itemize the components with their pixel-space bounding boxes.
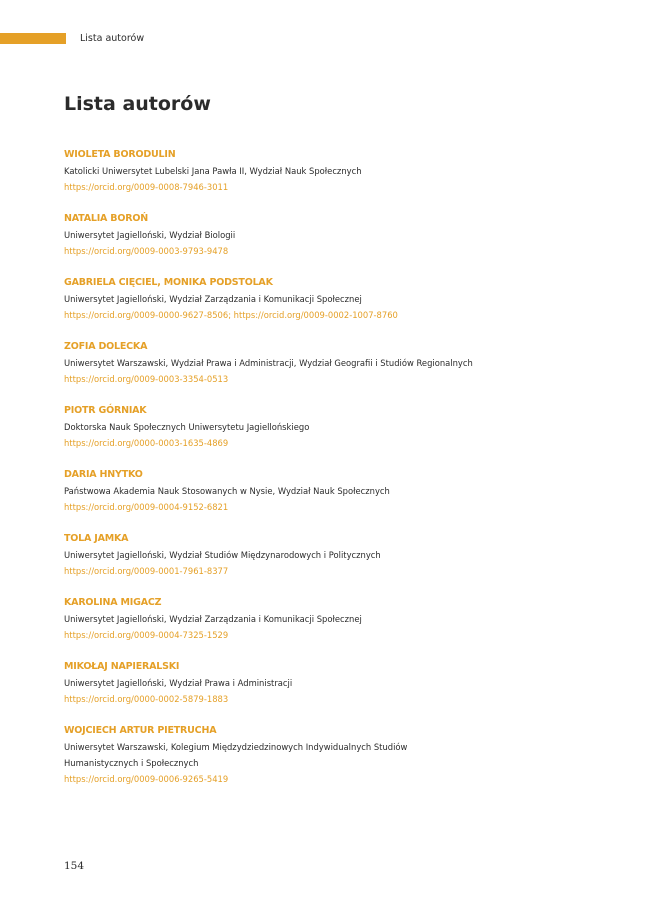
author-affiliation: Doktorska Nauk Społecznych Uniwersytetu Jagiellońskiego (64, 422, 310, 432)
author-orcid-link[interactable]: https://orcid.org/0009-0001-7961-8377 (64, 566, 229, 576)
author-orcid-link[interactable]: https://orcid.org/0009-0004-7325-1529 (64, 630, 229, 640)
author-entry (64, 467, 514, 531)
author-name: WIOLETA BORODULIN (64, 149, 176, 160)
author-name: MIKOŁAJ NAPIERALSKI (64, 661, 180, 672)
author-affiliation: Katolicki Uniwersytet Lubelski Jana Pawła II, Wydział Nauk Społecznych (64, 166, 362, 176)
author-affiliation: Uniwersytet Jagielloński, Wydział Prawa i Administracji (64, 678, 293, 688)
author-list (64, 147, 514, 803)
author-affiliation: Państwowa Akademia Nauk Stosowanych w Nysie, Wydział Nauk Społecznych (64, 486, 390, 496)
author-orcid-link[interactable]: https://orcid.org/0009-0004-9152-6821 (64, 502, 229, 512)
author-entry (64, 211, 514, 275)
author-orcid-link[interactable]: https://orcid.org/0000-0003-1635-4869 (64, 438, 229, 448)
author-orcid-link[interactable]: https://orcid.org/0009-0003-9793-9478 (64, 246, 229, 256)
header-accent-bar (0, 33, 66, 44)
author-orcid-link[interactable]: https://orcid.org/0009-0006-9265-5419 (64, 774, 229, 784)
author-affiliation: Uniwersytet Warszawski, Wydział Prawa i Administracji, Wydział Geografii i Studiów Regionalnych (64, 358, 473, 368)
author-entry (64, 595, 514, 659)
author-name: ZOFIA DOLECKA (64, 341, 148, 352)
author-entry (64, 147, 514, 211)
author-entry (64, 531, 514, 595)
author-affiliation-continued: Humanistycznych i Społecznych (64, 758, 199, 768)
author-affiliation: Uniwersytet Jagielloński, Wydział Biologii (64, 230, 236, 240)
author-name: GABRIELA CIĘCIEL, MONIKA PODSTOLAK (64, 277, 273, 288)
author-name: KAROLINA MIGACZ (64, 597, 162, 608)
author-entry (64, 275, 514, 339)
running-header-title: Lista autorów (80, 33, 145, 44)
author-entry (64, 403, 514, 467)
page-title: Lista autorów (64, 93, 211, 115)
author-entry (64, 723, 514, 803)
author-orcid-link[interactable]: https://orcid.org/0009-0008-7946-3011 (64, 182, 229, 192)
author-orcid-link[interactable]: https://orcid.org/0009-0003-3354-0513 (64, 374, 229, 384)
author-entry (64, 339, 514, 403)
author-affiliation: Uniwersytet Warszawski, Kolegium Międzydziedzinowych Indywidualnych Studiów (64, 742, 408, 752)
author-name: PIOTR GÓRNIAK (64, 405, 147, 416)
author-entry (64, 659, 514, 723)
author-orcid-link[interactable]: https://orcid.org/0009-0000-9627-8506; https://orcid.org/0009-0002-1007-8760 (64, 310, 398, 320)
author-name: TOLA JAMKA (64, 533, 129, 544)
page-number: 154 (64, 860, 85, 872)
author-name: DARIA HNYTKO (64, 469, 143, 480)
author-orcid-link[interactable]: https://orcid.org/0000-0002-5879-1883 (64, 694, 229, 704)
author-name: WOJCIECH ARTUR PIETRUCHA (64, 725, 217, 736)
author-affiliation: Uniwersytet Jagielloński, Wydział Zarządzania i Komunikacji Społecznej (64, 614, 362, 624)
author-affiliation: Uniwersytet Jagielloński, Wydział Studiów Międzynarodowych i Politycznych (64, 550, 381, 560)
author-name: NATALIA BOROŃ (64, 213, 148, 224)
author-affiliation: Uniwersytet Jagielloński, Wydział Zarządzania i Komunikacji Społecznej (64, 294, 362, 304)
